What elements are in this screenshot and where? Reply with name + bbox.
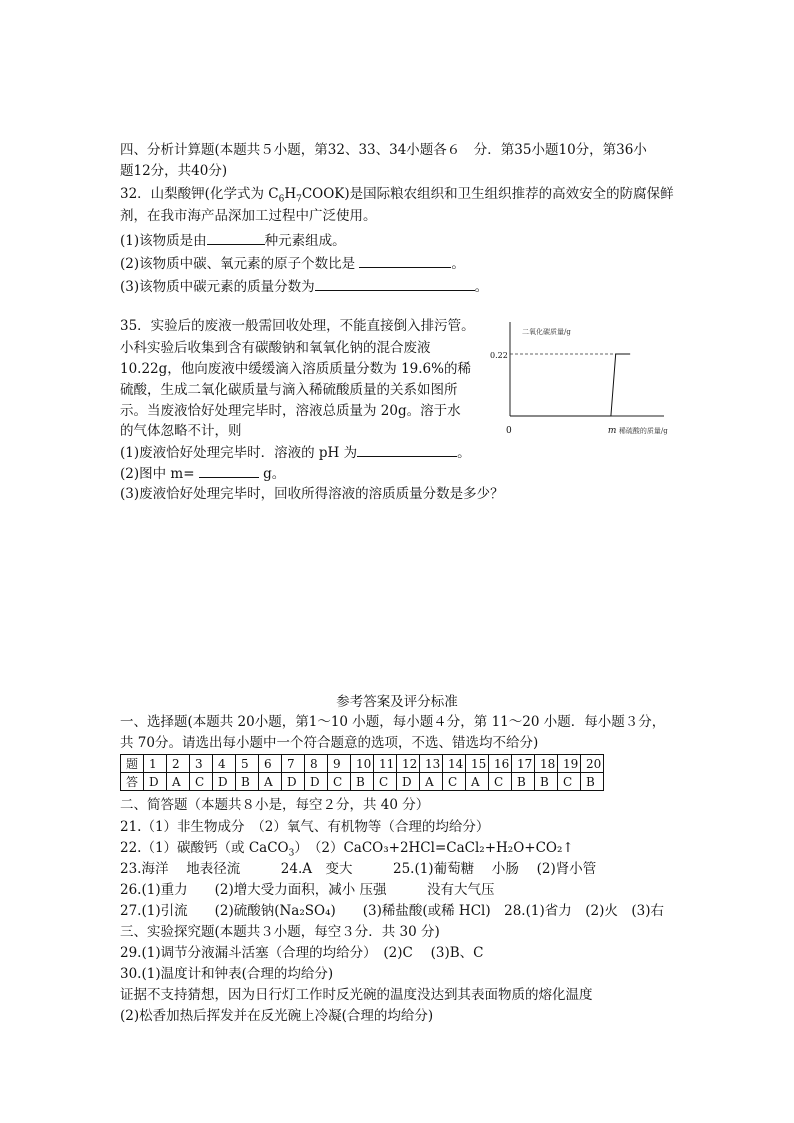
answer-blank[interactable] <box>315 276 475 291</box>
answers-section1-line2: 共 70分。请选出每小题中一个符合题意的选项，不选、错选均不给分) <box>120 735 539 751</box>
answer-letter-cell: D <box>397 773 420 791</box>
q32-part3: (3)该物质中碳元素的质量分数为 。 <box>120 276 488 297</box>
answer-21: 21.（1）非生物成分 （2）氧气、有机物等（合理的均给分） <box>120 819 490 835</box>
answer-30-part2: (2)松香加热后挥发并在反光碗上冷凝(合理的均给分) <box>120 1008 434 1024</box>
question-number-cell: 17 <box>512 755 535 773</box>
answers-section1-line1: 一、选择题(本题共 20小题，第1～10 小题，每小题４分，第 11～20 小题．每小题３分， <box>120 714 666 730</box>
answer-letter-cell: D <box>213 773 236 791</box>
answer-letter-cell: D <box>305 773 328 791</box>
q32-stem-line2: 剂，在我市海产品深加工过程中广泛使用。 <box>120 208 377 224</box>
y-axis-label: 二氧化碳质量/g <box>522 328 571 336</box>
question-number-cell: 11 <box>374 755 397 773</box>
answer-letter-cell: C <box>190 773 213 791</box>
answer-blank[interactable] <box>207 230 265 245</box>
answer-letter-cell: B <box>581 773 604 791</box>
question-number-cell: 1 <box>144 755 167 773</box>
y-tick-label: 0.22 <box>490 351 508 360</box>
answer-blank[interactable] <box>359 253 451 268</box>
q32-part2: (2)该物质中碳、氧元素的原子个数比是 。 <box>120 253 465 274</box>
question-number-cell: 6 <box>259 755 282 773</box>
answer-29: 29.(1)调节分液漏斗活塞（合理的均给分） (2)C (3)B、C <box>120 945 484 961</box>
x-tick-label: m <box>607 426 617 436</box>
question-number-cell: 13 <box>420 755 443 773</box>
q35-part3: (3)废液恰好处理完毕时，回收所得溶液的溶质质量分数是多少？ <box>120 486 504 502</box>
answer-letter-cell: D <box>282 773 305 791</box>
co2-series-line <box>510 354 630 416</box>
question-number-cell: 5 <box>236 755 259 773</box>
answer-blank[interactable] <box>199 463 259 478</box>
answer-letter-cell: C <box>374 773 397 791</box>
answer-letter-cell: C <box>443 773 466 791</box>
answers-title: 参考答案及评分标准 <box>336 694 458 710</box>
question-number-cell: 14 <box>443 755 466 773</box>
question-number-cell: 8 <box>305 755 328 773</box>
question-number-cell: 20 <box>581 755 604 773</box>
question-number-cell: 16 <box>489 755 512 773</box>
answer-27-28: 27.(1)引流 (2)硫酸钠(Na₂SO₄) (3)稀盐酸(或稀 HCl) 28.(1)省力 (2)火 (3)右 <box>120 903 664 919</box>
answer-blank[interactable] <box>357 442 457 457</box>
answer-letter-cell: A <box>466 773 489 791</box>
answer-letter-cell: D <box>144 773 167 791</box>
question-number-cell: 3 <box>190 755 213 773</box>
question-number-cell: 12 <box>397 755 420 773</box>
question-number-cell: 2 <box>167 755 190 773</box>
co2-mass-chart <box>488 316 678 446</box>
origin-label: 0 <box>506 426 512 436</box>
answers-section3-heading: 三、实验探究题(本题共３小题，每空３分．共 30 分) <box>120 924 440 940</box>
answer-letter-cell: C <box>558 773 581 791</box>
answer-30-reason: 证据不支持猜想，因为日行灯工作时反光碗的温度没达到其表面物质的熔化温度 <box>120 987 593 1003</box>
answer-23-25: 23.海洋 地表径流 24.A 变大 25.(1)葡萄糖 小肠 (2)肾小管 <box>120 861 597 877</box>
question-number-cell: 15 <box>466 755 489 773</box>
answer-letter-cell: A <box>420 773 443 791</box>
q35-stem-line6: 的气体忽略不计，则 <box>120 423 242 439</box>
question-number-cell: 18 <box>535 755 558 773</box>
question-number-cell: 7 <box>282 755 305 773</box>
x-axis-label: 稀硫酸的质量/g <box>618 427 668 435</box>
answer-30-part1: 30.(1)温度计和钟表(合理的均给分) <box>120 966 334 982</box>
answers-section2-heading: 二、简答题（本题共８小是，每空２分，共 40 分） <box>120 797 430 813</box>
section4-heading-line1: 四、分析计算题(本题共５小题，第32、33、34小题各６ 分．第35小题10分，第36小 <box>120 142 647 158</box>
q35-stem-line3: 10.22g，他向废液中缓缓滴入溶质质量分数为 19.6%的稀 <box>120 361 471 377</box>
answer-letter-cell: C <box>328 773 351 791</box>
answer-26: 26.(1)重力 (2)增大受力面积，减小 压强 没有大气压 <box>120 882 495 898</box>
table-header-cell: 题 <box>121 755 144 773</box>
table-header-cell: 答 <box>121 773 144 791</box>
q32-part1: (1)该物质是由 种元素组成。 <box>120 230 346 251</box>
q35-stem-line4: 硫酸，生成二氧化碳质量与滴入稀硫酸质量的关系如图所 <box>120 382 458 398</box>
answer-letter-cell: B <box>512 773 535 791</box>
section4-heading-line2: 题12分，共40分) <box>120 163 228 179</box>
question-number-cell: 9 <box>328 755 351 773</box>
answer-table-answer-row <box>121 773 604 791</box>
answer-letter-cell: B <box>236 773 259 791</box>
answer-letter-cell: B <box>351 773 374 791</box>
question-number-cell: 4 <box>213 755 236 773</box>
answer-letter-cell: A <box>259 773 282 791</box>
q35-stem-line1: 35．实验后的废液一般需回收处理，不能直接倒入排污管。 <box>120 318 475 334</box>
answer-letter-cell: A <box>167 773 190 791</box>
answer-22: 22.（1）碳酸钙（或 CaCO$_3$） （2）CaCO₃+2HCl=CaCl₂+H₂O+CO₂↑ <box>120 840 574 859</box>
q35-part2: (2)图中 m= g。 <box>120 463 285 484</box>
q32-stem-line1: 32．山梨酸钾(化学式为 $C_6H_7COOK$)是国际粮农组织和卫生组织推荐的高效安全的防腐保鲜 <box>120 186 674 205</box>
q35-stem-line5: 示。当废液恰好处理完毕时，溶液总质量为 20g。溶于水 <box>120 403 461 419</box>
q35-part1: (1)废液恰好处理完毕时．溶液的 pH 为 。 <box>120 442 471 463</box>
answer-letter-cell: B <box>535 773 558 791</box>
q35-stem-line2: 小科实验后收集到含有碳酸钠和氧氧化钠的混合废液 <box>120 340 431 356</box>
answer-letter-cell: C <box>489 773 512 791</box>
answer-table <box>120 754 604 791</box>
question-number-cell: 19 <box>558 755 581 773</box>
answer-table-number-row <box>121 755 604 773</box>
question-number-cell: 10 <box>351 755 374 773</box>
